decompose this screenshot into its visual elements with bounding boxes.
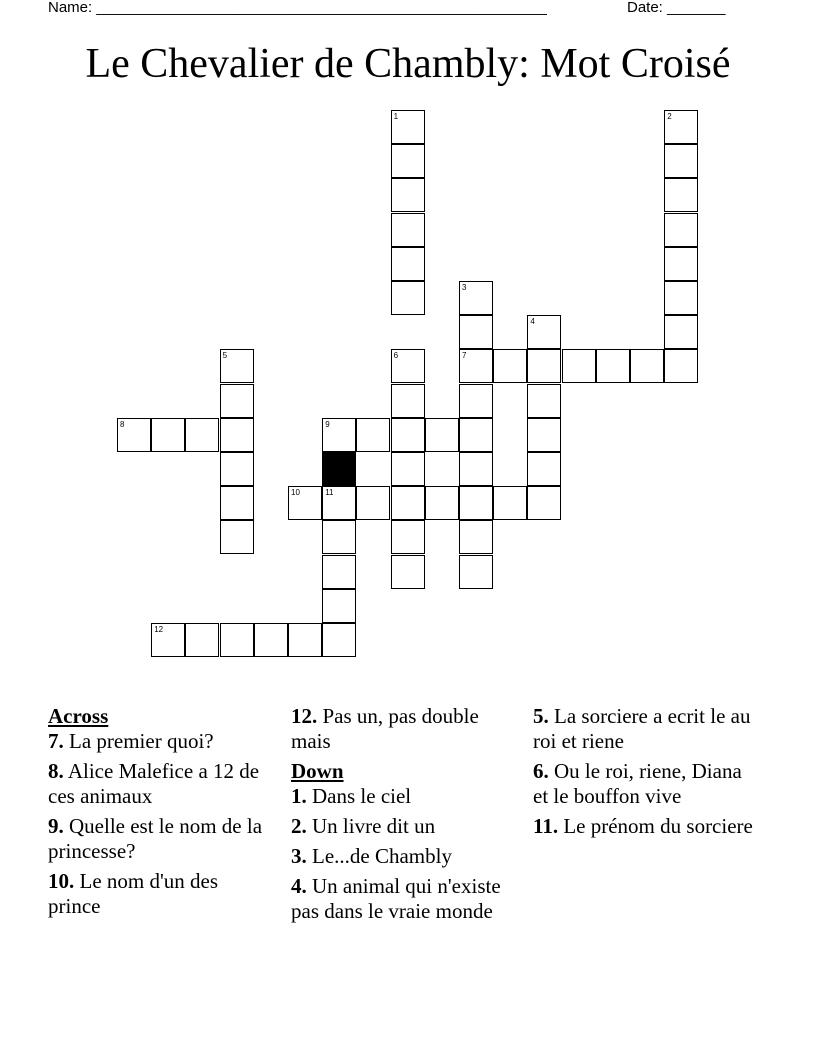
page-title: Le Chevalier de Chambly: Mot Croisé	[85, 41, 731, 87]
clue-across-9	[48, 814, 273, 864]
cell-number: 1	[393, 112, 399, 121]
grid-cell[interactable]	[391, 178, 425, 212]
clue-number: 3.	[291, 844, 307, 868]
clue-number: 6.	[533, 759, 549, 783]
grid-cell[interactable]	[459, 349, 493, 383]
grid-cell[interactable]	[664, 213, 698, 247]
cell-number: 3	[462, 283, 467, 292]
clue-down-4	[291, 874, 501, 924]
grid-cell[interactable]	[356, 418, 390, 452]
cell-number: 4	[530, 317, 535, 327]
grid-cell[interactable]	[356, 486, 390, 520]
grid-cell[interactable]	[459, 520, 493, 554]
grid-cell[interactable]	[322, 623, 356, 657]
grid-cell[interactable]	[664, 144, 698, 178]
clue-down-2	[291, 814, 501, 839]
grid-cell[interactable]	[391, 486, 425, 520]
grid-cell[interactable]	[391, 144, 425, 178]
grid-cell[interactable]	[664, 178, 698, 212]
grid-cell[interactable]	[220, 520, 254, 554]
down-heading: Down	[291, 759, 344, 783]
grid-cell[interactable]	[151, 418, 185, 452]
grid-cell[interactable]	[391, 110, 425, 144]
grid-cell[interactable]	[459, 418, 493, 452]
grid-cell[interactable]	[527, 486, 561, 520]
grid-cell[interactable]	[527, 384, 561, 418]
grid-cell[interactable]	[391, 349, 425, 383]
grid-cell[interactable]	[322, 555, 356, 589]
cell-number: 10	[291, 488, 300, 498]
grid-cell[interactable]	[151, 623, 185, 657]
clue-across-10	[48, 869, 273, 919]
grid-cell[interactable]	[664, 315, 698, 349]
clue-text: Pas un, pas double mais	[291, 704, 479, 753]
grid-cell[interactable]	[596, 349, 630, 383]
grid-cell[interactable]	[391, 247, 425, 281]
clue-number: 9.	[48, 814, 64, 838]
clue-number: 8.	[48, 759, 64, 783]
clue-text: Ou le roi, riene, Diana et le bouffon vive	[533, 759, 742, 808]
grid-cell[interactable]	[117, 418, 151, 452]
clue-text: Le prénom du sorciere	[563, 814, 753, 838]
clue-text: Un animal qui n'existe pas dans le vraie monde	[291, 874, 501, 923]
grid-cell[interactable]	[664, 281, 698, 315]
grid-cell[interactable]	[527, 418, 561, 452]
cell-number: 8	[120, 419, 125, 429]
clue-text: Un livre dit un	[312, 814, 436, 838]
grid-block	[322, 452, 356, 486]
grid-cell[interactable]	[391, 520, 425, 554]
clue-across-7	[48, 729, 273, 754]
cell-number: 5	[222, 351, 228, 361]
cell-number: 6	[393, 351, 399, 361]
cell-number: 11	[325, 488, 334, 498]
grid-cell[interactable]	[459, 452, 493, 486]
grid-cell[interactable]	[459, 384, 493, 418]
grid-cell[interactable]	[562, 349, 596, 383]
clue-across-8	[48, 759, 273, 809]
clue-down-11	[533, 814, 758, 839]
clue-text: Quelle est le nom de la princesse?	[48, 814, 263, 863]
clue-number: 11.	[533, 814, 559, 838]
date-field-label: Date: _______	[627, 0, 726, 16]
clue-number: 4.	[291, 874, 307, 898]
clue-number: 1.	[291, 784, 307, 808]
grid-cell[interactable]	[493, 349, 527, 383]
grid-cell[interactable]	[322, 486, 356, 520]
clue-across-12	[291, 704, 501, 754]
grid-cell[interactable]	[220, 418, 254, 452]
grid-cell[interactable]	[391, 281, 425, 315]
grid-cell[interactable]	[459, 281, 493, 315]
grid-cell[interactable]	[664, 247, 698, 281]
grid-cell[interactable]	[425, 418, 459, 452]
grid-cell[interactable]	[391, 452, 425, 486]
clue-down-3	[291, 844, 501, 869]
clue-number: 7.	[48, 729, 64, 753]
grid-cell[interactable]	[322, 589, 356, 623]
clue-number: 12.	[291, 704, 318, 728]
grid-cell[interactable]	[527, 452, 561, 486]
clue-number: 5.	[533, 704, 549, 728]
grid-cell[interactable]	[322, 520, 356, 554]
grid-cell[interactable]	[391, 213, 425, 247]
grid-cell[interactable]	[322, 418, 356, 452]
cell-number: 9	[325, 419, 330, 429]
grid-cell[interactable]	[220, 384, 254, 418]
name-field-label: Name: ______________________________________________________	[48, 0, 547, 16]
grid-cell[interactable]	[664, 349, 698, 383]
grid-cell[interactable]	[630, 349, 664, 383]
clue-text: La sorciere a ecrit le au roi et riene	[533, 704, 751, 753]
grid-cell[interactable]	[527, 349, 561, 383]
clue-down-1	[291, 784, 501, 809]
clue-down-5	[533, 704, 758, 754]
grid-cell[interactable]	[185, 418, 219, 452]
grid-cell[interactable]	[220, 486, 254, 520]
grid-cell[interactable]	[220, 349, 254, 383]
grid-cell[interactable]	[664, 110, 698, 144]
clue-column-1	[48, 704, 273, 924]
grid-cell[interactable]	[459, 555, 493, 589]
grid-cell[interactable]	[527, 315, 561, 349]
clue-text: Alice Malefice a 12 de ces animaux	[48, 759, 260, 808]
grid-cell[interactable]	[459, 486, 493, 520]
grid-cell[interactable]	[288, 486, 322, 520]
cell-number: 12	[154, 625, 164, 634]
clue-text: Le...de Chambly	[312, 844, 452, 868]
grid-cell[interactable]	[459, 315, 493, 349]
grid-cell[interactable]	[220, 452, 254, 486]
grid-cell[interactable]	[391, 555, 425, 589]
clue-column-2	[291, 704, 501, 929]
clue-text: Le nom d'un des prince	[48, 869, 219, 918]
grid-cell[interactable]	[391, 384, 425, 418]
grid-cell[interactable]	[288, 623, 322, 657]
grid-cell[interactable]	[220, 623, 254, 657]
cell-number: 2	[667, 112, 672, 121]
clue-number: 2.	[291, 814, 307, 838]
clue-down-6	[533, 759, 758, 809]
across-heading: Across	[48, 704, 109, 728]
grid-cell[interactable]	[391, 418, 425, 452]
grid-cell[interactable]	[493, 486, 527, 520]
grid-cell[interactable]	[185, 623, 219, 657]
grid-cell[interactable]	[254, 623, 288, 657]
clue-text: Dans le ciel	[312, 784, 412, 808]
clue-number: 10.	[48, 869, 75, 893]
clue-column-3	[533, 704, 758, 844]
clue-text: La premier quoi?	[69, 729, 214, 753]
cell-number: 7	[462, 351, 467, 361]
grid-cell[interactable]	[425, 486, 459, 520]
